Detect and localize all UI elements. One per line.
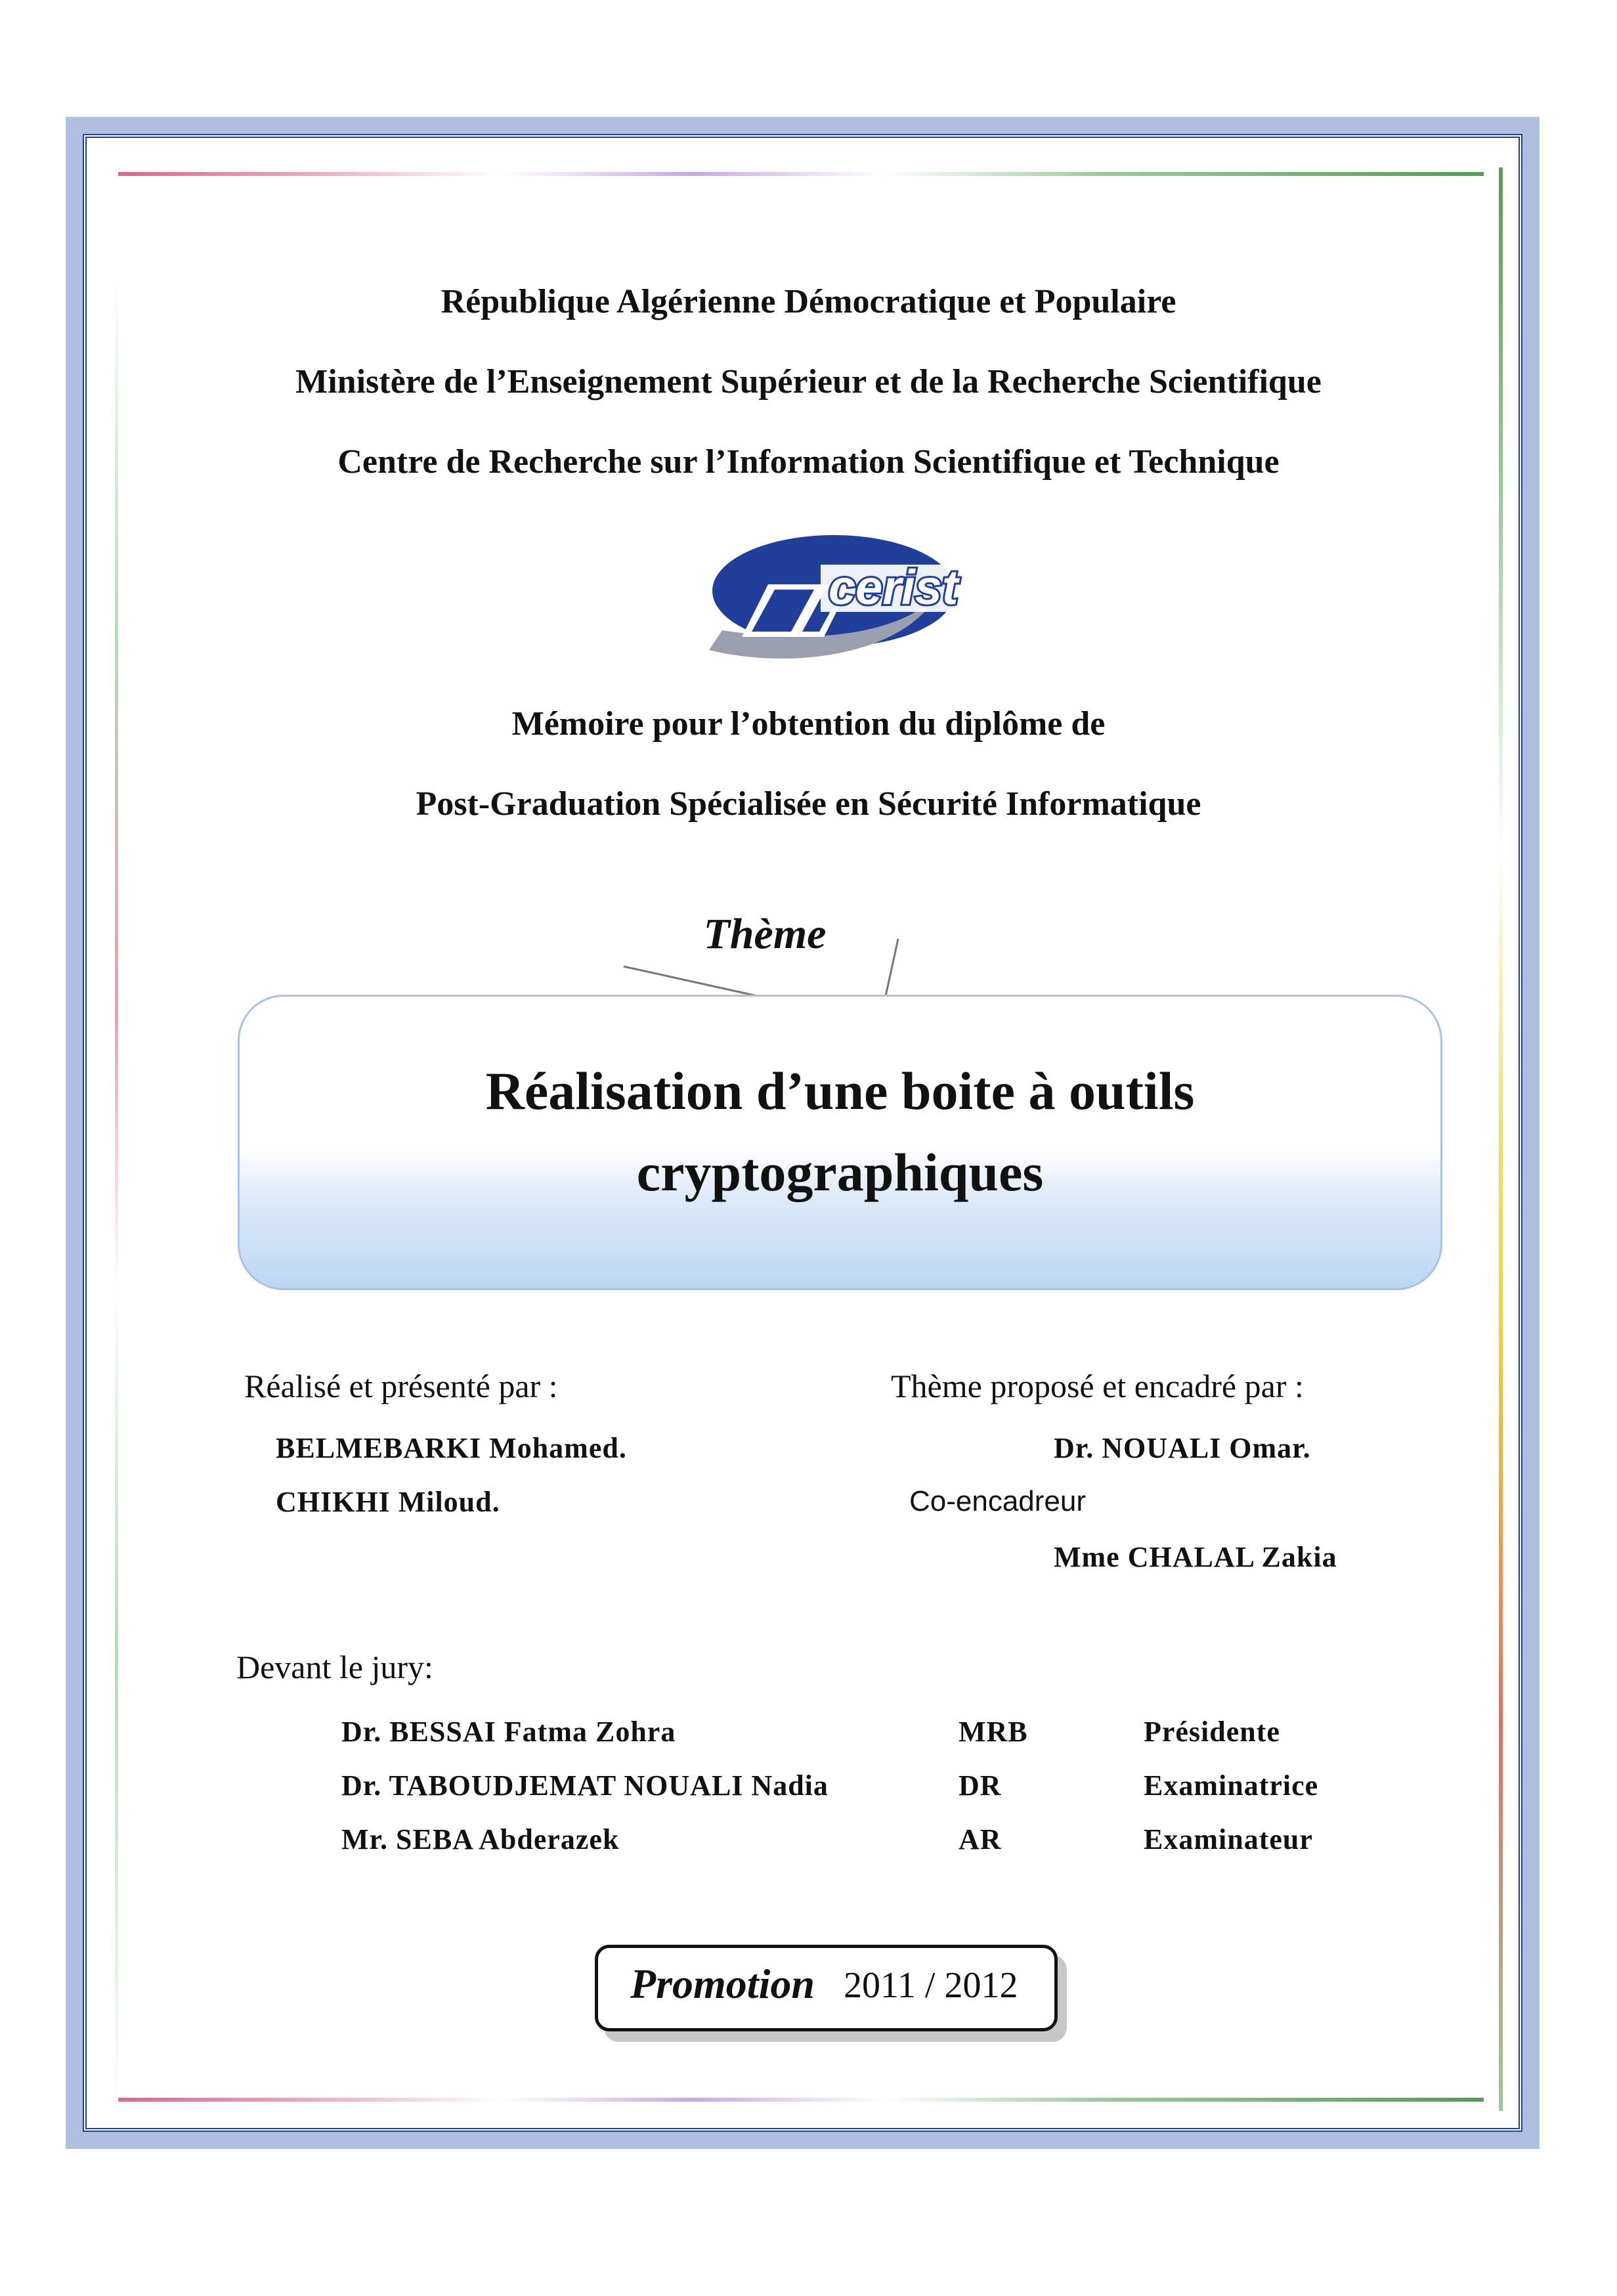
degree-line-1: Mémoire pour l’obtention du diplôme de	[511, 705, 1106, 743]
decorative-line-bottom	[118, 2098, 1484, 2102]
co-supervisor-name: Mme CHALAL Zakia	[1054, 1541, 1337, 1573]
thesis-title-line-2: cryptographiques	[636, 1142, 1044, 1202]
jury-member-1-grade: MRB	[959, 1716, 1028, 1748]
jury-member-2-grade: DR	[959, 1769, 1002, 1802]
header-ministry: Ministère de l’Enseignement Supérieur et de la Recherche Scientifique	[295, 363, 1322, 401]
thesis-title-line-1: Réalisation d’une boite à outils	[485, 1061, 1195, 1121]
promotion-years: 2011 / 2012	[844, 1965, 1018, 2006]
promotion-label: Promotion	[630, 1960, 815, 2007]
degree-line-2: Post-Graduation Spécialisée en Sécurité Informatique	[416, 785, 1201, 823]
supervisor-name: Dr. NOUALI Omar.	[1054, 1432, 1311, 1464]
decorative-line-left	[115, 276, 118, 2114]
decorative-line-top	[118, 172, 1484, 176]
author-name-2: CHIKHI Miloud.	[276, 1486, 500, 1518]
jury-member-3-name: Mr. SEBA Abderazek	[341, 1823, 620, 1855]
jury-member-2-role: Examinatrice	[1144, 1769, 1319, 1802]
jury-member-2-name: Dr. TABOUDJEMAT NOUALI Nadia	[341, 1769, 829, 1802]
co-supervisor-label: Co-encadreur	[909, 1485, 1087, 1517]
jury-member-1-role: Présidente	[1144, 1716, 1280, 1748]
cerist-logo-icon	[683, 519, 1024, 670]
theme-label: Thème	[703, 910, 827, 958]
header-republic: République Algérienne Démocratique et Populaire	[441, 283, 1176, 320]
jury-member-1-name: Dr. BESSAI Fatma Zohra	[341, 1716, 676, 1748]
authors-intro: Réalisé et présenté par :	[244, 1368, 558, 1404]
cerist-logo-text: cerist	[829, 560, 959, 615]
jury-intro: Devant le jury:	[236, 1649, 433, 1685]
supervision-intro: Thème proposé et encadré par :	[891, 1368, 1304, 1404]
header-center: Centre de Recherche sur l’Information Scientifique et Technique	[337, 443, 1280, 481]
author-name-1: BELMEBARKI Mohamed.	[276, 1432, 627, 1464]
jury-member-3-role: Examinateur	[1144, 1823, 1313, 1855]
thesis-title	[238, 1051, 1442, 1213]
jury-member-3-grade: AR	[959, 1823, 1002, 1855]
